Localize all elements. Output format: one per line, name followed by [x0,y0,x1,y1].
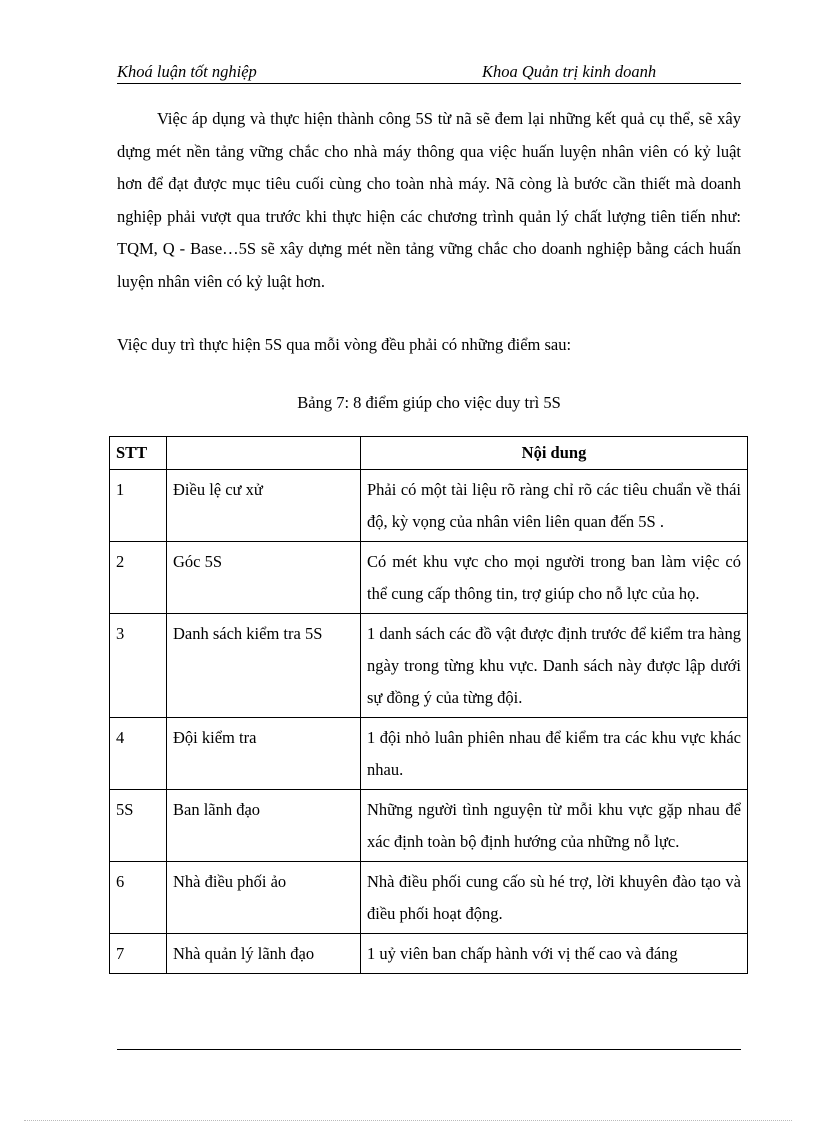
row-content: 1 đội nhỏ luân phiên nhau để kiểm tra các khu vực khác nhau. [361,718,748,790]
row-name: Đội kiểm tra [167,718,361,790]
page-header [117,62,741,84]
row-content: 1 danh sách các đồ vật được định trước để kiểm tra hàng ngày trong từng khu vực. Danh sách này được lập dưới sự đồng ý của từng đội. [361,614,748,718]
row-stt: 3 [110,614,167,718]
row-content: Có mét khu vực cho mọi người trong ban làm việc có thể cung cấp thông tin, trợ giúp cho nỗ lực của họ. [361,542,748,614]
row-name: Danh sách kiểm tra 5S [167,614,361,718]
table-row [110,934,748,974]
table-row [110,862,748,934]
row-stt: 1 [110,470,167,542]
header-stt: STT [110,437,167,470]
footer-rule [117,1049,741,1050]
row-name: Ban lãnh đạo [167,790,361,862]
table-row [110,470,748,542]
table-caption: Bảng 7: 8 điểm giúp cho việc duy trì 5S [297,393,561,412]
page-edge [24,1120,792,1121]
header-left-text: Khoá luận tốt nghiệp [117,62,257,81]
row-stt: 4 [110,718,167,790]
body-paragraph-2: Việc duy trì thực hiện 5S qua mỗi vòng đều phải có những điểm sau: [117,335,572,354]
row-content: 1 uỷ viên ban chấp hành với vị thế cao và đáng [361,934,748,974]
row-stt: 7 [110,934,167,974]
table-header-row [110,437,748,470]
table-row [110,542,748,614]
row-content: Nhà điều phối cung cấo sù hé trợ, lời khuyên đào tạo và điều phối hoạt động. [361,862,748,934]
row-stt: 6 [110,862,167,934]
header-right-text: Khoa Quản trị kinh doanh [482,62,657,81]
row-name: Góc 5S [167,542,361,614]
row-stt: 2 [110,542,167,614]
row-content: Những người tình nguyện từ mỗi khu vực gặp nhau để xác định toàn bộ định hướng của những nỗ lực. [361,790,748,862]
row-name: Điều lệ cư xử [167,470,361,542]
row-stt: 5S [110,790,167,862]
maintenance-table [109,436,748,974]
header-rule [117,83,741,84]
header-name [167,437,361,470]
header-content: Nội dung [361,437,748,470]
row-name: Nhà điều phối ảo [167,862,361,934]
body-paragraph-1: Việc áp dụng và thực hiện thành công 5S từ nã sẽ đem lại những kết quả cụ thể, sẽ xây dựng mét nền tảng vững chắc cho nhà máy thông qua việc huấn luyện nhân viên có kỷ luật hơn để đạt được mục tiêu cuối cùng cho toàn nhà máy. Nã còng là bước cần thiết mà doanh nghiệp phải vượt qua trước khi thực hiện các chương trình quản lý chất lượng tiên tiến như: TQM, Q - Base…5S sẽ xây dựng mét nền tảng vững chắc cho doanh nghiệp bằng cách huấn luyện nhân viên có kỷ luật hơn. [117,109,741,291]
row-name: Nhà quản lý lãnh đạo [167,934,361,974]
row-content: Phải có một tài liệu rõ ràng chỉ rõ các tiêu chuẩn về thái độ, kỳ vọng của nhân viên liên quan đến 5S . [361,470,748,542]
table-row [110,718,748,790]
table-row [110,614,748,718]
table-row [110,790,748,862]
